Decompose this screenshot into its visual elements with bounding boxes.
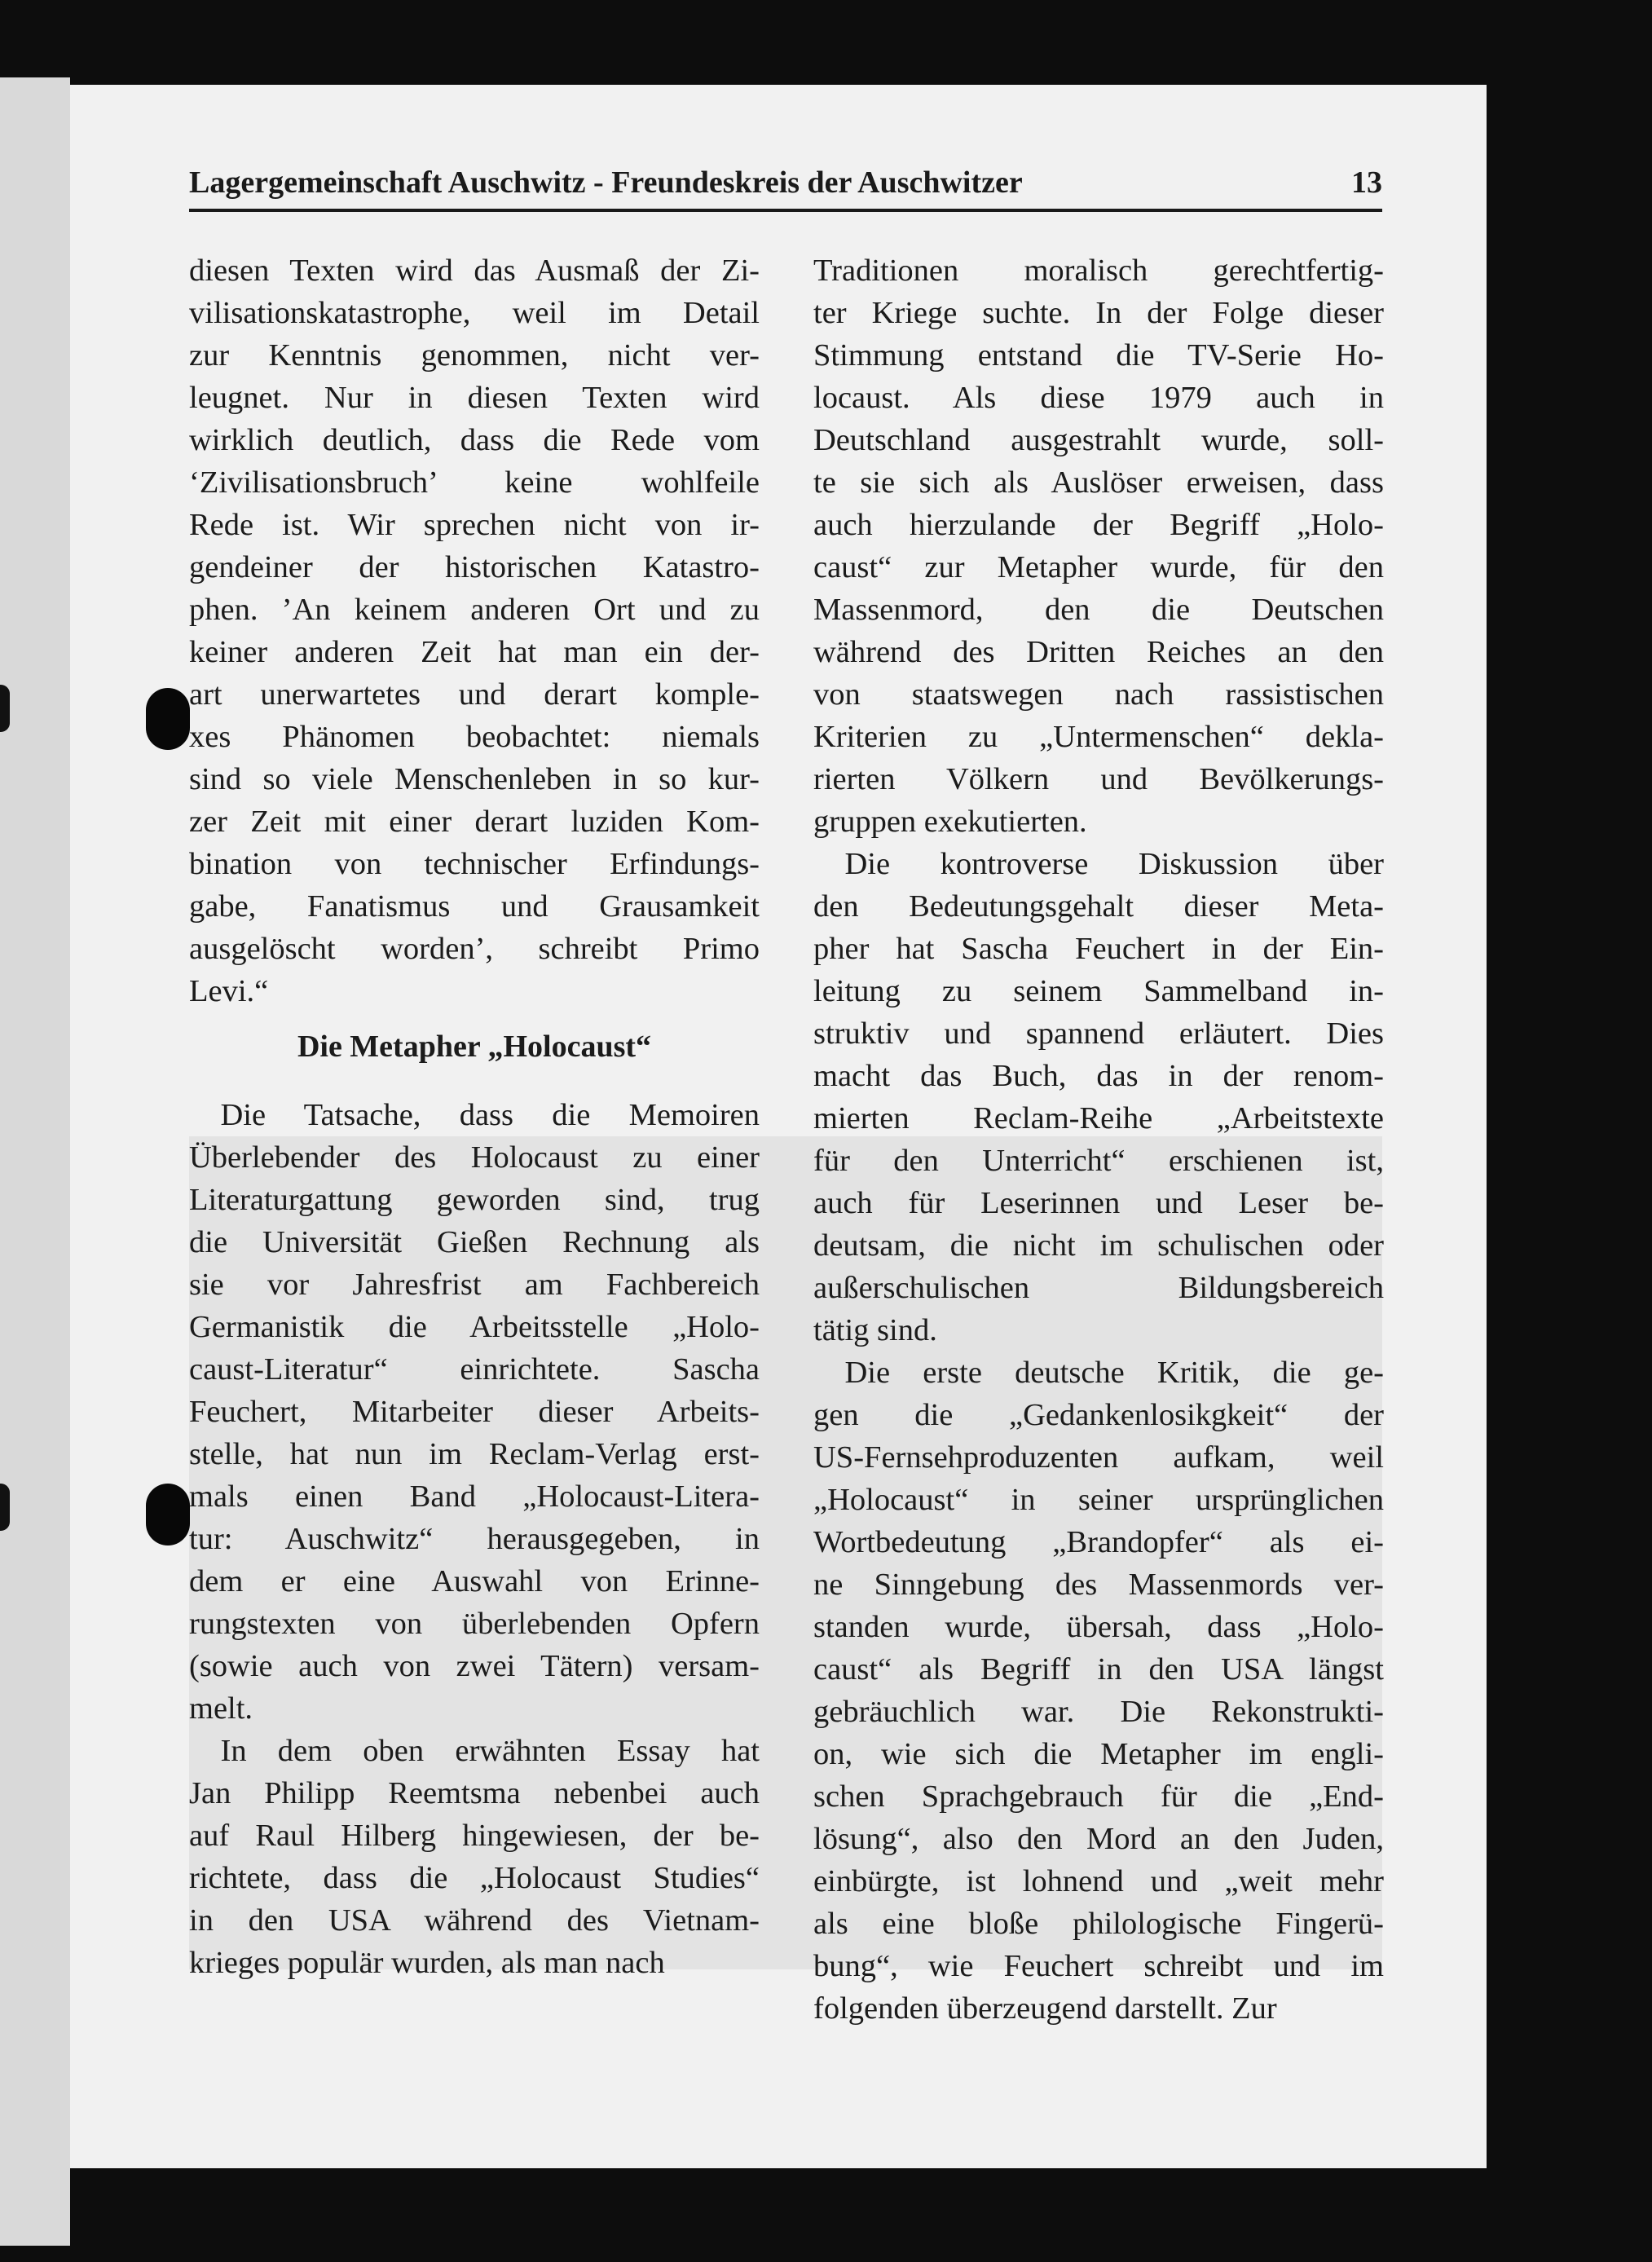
text-line: einbürgte, ist lohnend und „weit mehr <box>813 1864 1384 1898</box>
text-line: Wortbedeutung „Brandopfer“ als ei- <box>813 1525 1384 1559</box>
text-line: Massenmord, den die Deutschen <box>813 593 1384 627</box>
text-line: Die Tatsache, dass die Memoiren <box>220 1098 760 1132</box>
text-line: In dem oben erwähnten Essay hat <box>220 1734 760 1768</box>
text-line: Überlebender des Holocaust zu einer <box>189 1140 760 1175</box>
text-line: für den Unterricht“ erschienen ist, <box>813 1144 1384 1178</box>
text-line: xes Phänomen beobachtet: niemals <box>189 720 760 754</box>
text-line: caust“ zur Metapher wurde, für den <box>813 550 1384 584</box>
text-line: Die kontroverse Diskussion über <box>844 847 1384 881</box>
text-line: auch für Leserinnen und Leser be- <box>813 1186 1384 1220</box>
text-line: sie vor Jahresfrist am Fachbereich <box>189 1268 760 1302</box>
paragraph <box>189 1094 760 1730</box>
text-line: Die erste deutsche Kritik, die ge- <box>844 1356 1384 1390</box>
text-line: tätig sind. <box>813 1313 937 1347</box>
text-line: rungstexten von überlebenden Opfern <box>189 1607 760 1641</box>
text-line: Rede ist. Wir sprechen nicht von ir- <box>189 508 760 542</box>
text-line: tur: Auschwitz“ herausgegeben, in <box>189 1522 760 1556</box>
text-line: Germanistik die Arbeitsstelle „Holo- <box>189 1310 760 1344</box>
text-line: auf Raul Hilberg hingewiesen, der be- <box>189 1819 760 1853</box>
text-line: gen die „Gedankenlosikgkeit“ der <box>813 1398 1384 1432</box>
punch-hole <box>0 1484 10 1531</box>
text-line: Feuchert, Mitarbeiter dieser Arbeits- <box>189 1395 760 1429</box>
text-line: ausgelöscht worden’, schreibt Primo <box>189 932 760 966</box>
text-line: während des Dritten Reiches an den <box>813 635 1384 669</box>
text-line: vilisationskatastrophe, weil im Detail <box>189 296 760 330</box>
text-line: stelle, hat nun im Reclam-Verlag erst- <box>189 1437 760 1471</box>
text-line: macht das Buch, das in der renom- <box>813 1059 1384 1093</box>
text-line: mierten Reclam-Reihe „Arbeitstexte <box>813 1101 1384 1135</box>
text-line: sind so viele Menschenleben in so kur- <box>189 762 760 796</box>
text-line: gendeiner der historischen Katastro- <box>189 550 760 584</box>
text-line: mals einen Band „Holocaust-Litera- <box>189 1479 760 1514</box>
text-line: zer Zeit mit einer derart luziden Kom- <box>189 805 760 839</box>
header-title: Lagergemeinschaft Auschwitz - Freundeskreis der Auschwitzer <box>189 165 1023 200</box>
document-page <box>70 85 1487 2168</box>
punch-hole <box>146 688 190 750</box>
text-line: richtete, dass die „Holocaust Studies“ <box>189 1861 760 1895</box>
text-line: auch hierzulande der Begriff „Holo- <box>813 508 1384 542</box>
text-line: gruppen exekutierten. <box>813 805 1087 839</box>
text-line: krieges populär wurden, als man nach <box>189 1946 665 1980</box>
left-column <box>189 249 760 1984</box>
text-line: melt. <box>189 1691 253 1726</box>
text-line: „Holocaust“ in seiner ursprünglichen <box>813 1483 1384 1517</box>
text-line: bination von technischer Erfindungs- <box>189 847 760 881</box>
text-line: diesen Texten wird das Ausmaß der Zi- <box>189 254 760 288</box>
text-line: in den USA während des Vietnam- <box>189 1903 760 1938</box>
section-heading: Die Metapher „Holocaust“ <box>297 1030 652 1064</box>
text-line: dem er eine Auswahl von Erinne- <box>189 1564 760 1598</box>
running-header <box>189 160 1382 212</box>
punch-hole <box>146 1484 190 1545</box>
text-line: leitung zu seinem Sammelband in- <box>813 974 1384 1008</box>
text-line: te sie sich als Auslöser erweisen, dass <box>813 465 1384 500</box>
text-line: Jan Philipp Reemtsma nebenbei auch <box>189 1776 760 1810</box>
text-line: struktiv und spannend erläutert. Dies <box>813 1016 1384 1051</box>
text-line: pher hat Sascha Feuchert in der Ein- <box>813 932 1384 966</box>
text-line: außerschulischen Bildungsbereich <box>813 1271 1384 1305</box>
text-line: rierten Völkern und Bevölkerungs- <box>813 762 1384 796</box>
text-line: den Bedeutungsgehalt dieser Meta- <box>813 889 1384 924</box>
text-line: folgenden überzeugend darstellt. Zur <box>813 1991 1277 2026</box>
text-line: als eine bloße philologische Fingerü- <box>813 1907 1384 1941</box>
text-line: keiner anderen Zeit hat man ein der- <box>189 635 760 669</box>
text-line: locaust. Als diese 1979 auch in <box>813 381 1384 415</box>
text-line: Deutschland ausgestrahlt wurde, soll- <box>813 423 1384 457</box>
paragraph <box>189 249 760 1012</box>
text-line: Levi.“ <box>189 974 269 1008</box>
previous-page-edge <box>0 77 70 2246</box>
text-line: lösung“, also den Mord an den Juden, <box>813 1822 1384 1856</box>
text-line: ter Kriege suchte. In der Folge dieser <box>813 296 1384 330</box>
paragraph <box>189 1730 760 1984</box>
right-column <box>813 249 1384 2030</box>
text-line: Traditionen moralisch gerechtfertig- <box>813 254 1384 288</box>
text-line: von staatswegen nach rassistischen <box>813 677 1384 712</box>
text-line: standen wurde, übersah, dass „Holo- <box>813 1610 1384 1644</box>
paragraph <box>813 1351 1384 2030</box>
punch-hole <box>0 685 10 732</box>
text-line: bung“, wie Feuchert schreibt und im <box>813 1949 1384 1983</box>
text-line: gebräuchlich war. Die Rekonstrukti- <box>813 1695 1384 1729</box>
paragraph <box>813 843 1384 1351</box>
text-line: on, wie sich die Metapher im engli- <box>813 1737 1384 1771</box>
text-line: caust“ als Begriff in den USA längst <box>813 1652 1384 1687</box>
text-line: ‘Zivilisationsbruch’ keine wohlfeile <box>189 465 760 500</box>
text-line: caust-Literatur“ einrichtete. Sascha <box>189 1352 760 1387</box>
text-line: Stimmung entstand die TV-Serie Ho- <box>813 338 1384 373</box>
text-line: schen Sprachgebrauch für die „End- <box>813 1779 1384 1814</box>
text-line: art unerwartetes und derart komple- <box>189 677 760 712</box>
text-line: gabe, Fanatismus und Grausamkeit <box>189 889 760 924</box>
text-line: wirklich deutlich, dass die Rede vom <box>189 423 760 457</box>
text-line: Literaturgattung geworden sind, trug <box>189 1183 760 1217</box>
text-line: US-Fernsehproduzenten aufkam, weil <box>813 1440 1384 1475</box>
text-line: phen. ’An keinem anderen Ort und zu <box>189 593 760 627</box>
paragraph <box>813 249 1384 843</box>
text-line: zur Kenntnis genommen, nicht ver- <box>189 338 760 373</box>
text-line: Kriterien zu „Untermenschen“ dekla- <box>813 720 1384 754</box>
text-line: leugnet. Nur in diesen Texten wird <box>189 381 760 415</box>
text-line: ne Sinngebung des Massenmords ver- <box>813 1568 1384 1602</box>
text-line: (sowie auch von zwei Tätern) versam- <box>189 1649 760 1683</box>
text-line: deutsam, die nicht im schulischen oder <box>813 1228 1384 1263</box>
page-number: 13 <box>1351 165 1382 200</box>
text-line: die Universität Gießen Rechnung als <box>189 1225 760 1259</box>
